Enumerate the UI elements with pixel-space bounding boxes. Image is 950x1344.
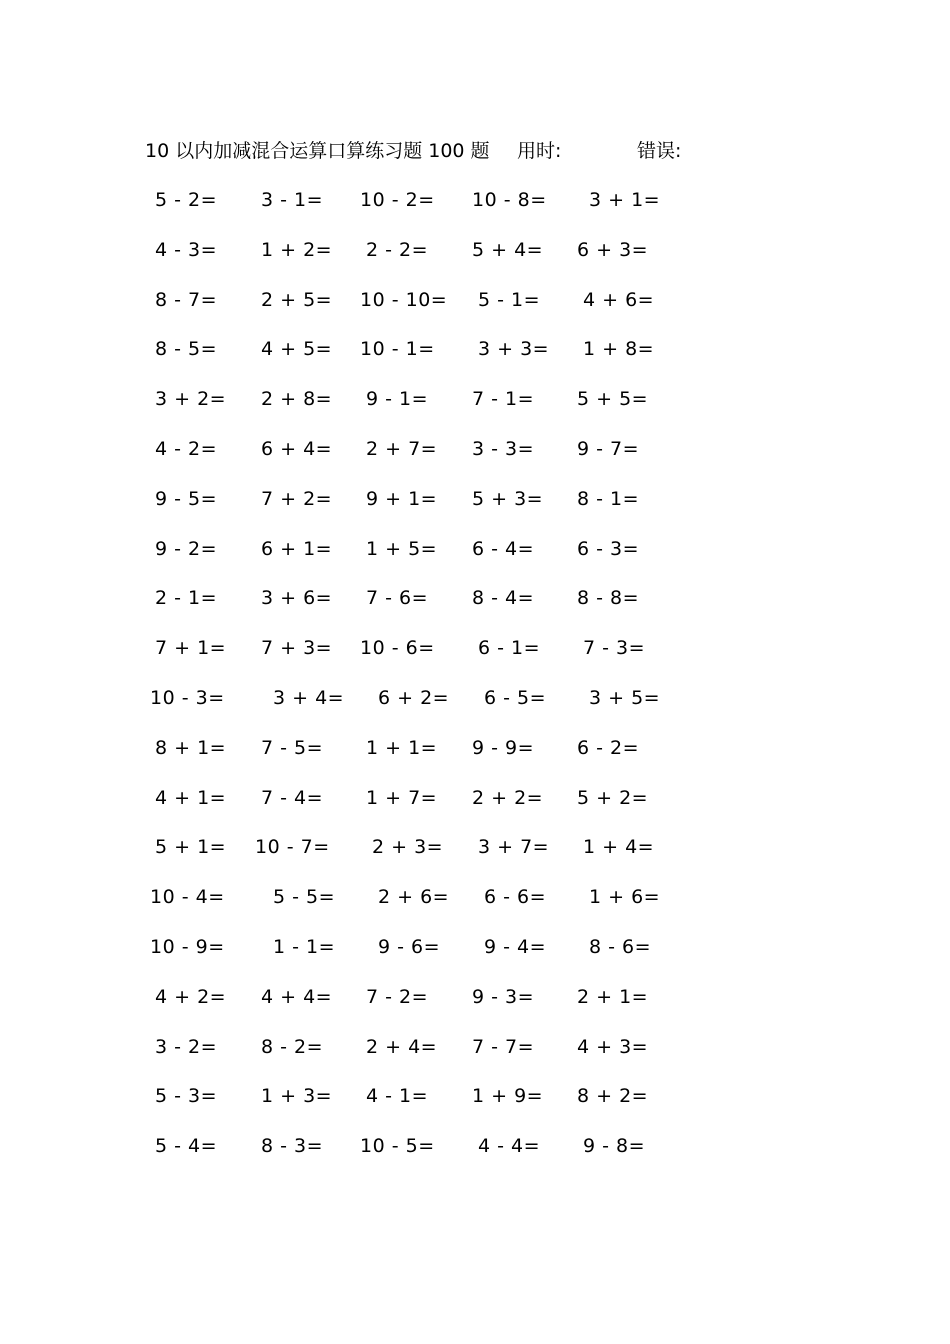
problem-row [0, 583, 950, 633]
math-problem: 3 + 2= [155, 388, 227, 411]
math-problem: 6 + 1= [261, 537, 333, 560]
math-problem: 10 - 1= [360, 338, 435, 361]
math-problem: 2 + 4= [366, 1035, 438, 1058]
math-problem: 4 + 6= [583, 288, 655, 311]
problem-row [0, 633, 950, 683]
math-problem: 4 - 1= [366, 1085, 429, 1108]
math-problem: 9 - 4= [484, 935, 547, 958]
math-problem: 4 + 1= [155, 786, 227, 809]
math-problem: 8 - 3= [261, 1135, 324, 1158]
math-problem: 6 + 2= [378, 686, 450, 709]
math-problem: 3 + 1= [589, 189, 661, 211]
math-problem: 2 + 2= [472, 786, 544, 809]
math-problem: 2 - 1= [155, 587, 218, 610]
math-problem: 6 - 5= [484, 686, 547, 709]
math-problem: 2 - 2= [366, 238, 429, 261]
math-problem: 9 - 6= [378, 935, 441, 958]
math-problem: 1 + 4= [583, 836, 655, 859]
math-problem: 7 - 4= [261, 786, 324, 809]
problem-row [0, 384, 950, 434]
math-problem: 8 + 2= [577, 1085, 649, 1108]
math-problem: 10 - 7= [255, 836, 330, 859]
problem-row [0, 932, 950, 982]
math-problem: 10 - 9= [150, 935, 225, 958]
problem-row [0, 334, 950, 384]
math-problem: 7 - 7= [472, 1035, 535, 1058]
math-problem: 1 + 3= [261, 1085, 333, 1108]
math-problem: 9 - 3= [472, 985, 535, 1008]
problem-row [0, 1032, 950, 1082]
math-problem: 5 + 2= [577, 786, 649, 809]
problem-row [0, 235, 950, 285]
math-problem: 8 - 8= [577, 587, 640, 610]
math-problem: 5 + 3= [472, 487, 544, 510]
math-problem: 1 + 5= [366, 537, 438, 560]
math-problem: 1 + 8= [583, 338, 655, 361]
math-problem: 7 + 3= [261, 637, 333, 660]
math-problem: 3 - 3= [472, 437, 535, 460]
math-problem: 2 + 3= [372, 836, 444, 859]
math-problem: 2 + 8= [261, 388, 333, 411]
math-problem: 8 - 7= [155, 288, 218, 311]
math-problem: 3 + 5= [589, 686, 661, 709]
math-problem: 7 - 6= [366, 587, 429, 610]
math-problem: 3 - 1= [261, 189, 324, 211]
math-problem: 4 - 3= [155, 238, 218, 261]
math-problem: 2 + 5= [261, 288, 333, 311]
math-problem: 9 + 1= [366, 487, 438, 510]
math-problem: 6 - 1= [478, 637, 541, 660]
math-problem: 4 + 5= [261, 338, 333, 361]
problem-row [0, 832, 950, 882]
math-problem: 8 - 5= [155, 338, 218, 361]
math-problem: 7 - 1= [472, 388, 535, 411]
problem-row [0, 733, 950, 783]
math-problem: 8 - 6= [589, 935, 652, 958]
math-problem: 5 - 1= [478, 288, 541, 311]
math-problem: 7 - 2= [366, 985, 429, 1008]
error-label: 错误: [637, 140, 682, 162]
math-problem: 5 + 5= [577, 388, 649, 411]
math-problem: 7 - 5= [261, 736, 324, 759]
math-problem: 4 + 2= [155, 985, 227, 1008]
math-problem: 7 - 3= [583, 637, 646, 660]
math-problem: 8 + 1= [155, 736, 227, 759]
math-problem: 10 - 8= [472, 189, 547, 211]
problem-row [0, 982, 950, 1032]
math-problem: 3 + 4= [273, 686, 345, 709]
problem-row [0, 1131, 950, 1181]
math-problem: 1 + 7= [366, 786, 438, 809]
problem-row [0, 434, 950, 484]
math-problem: 9 - 9= [472, 736, 535, 759]
math-problem: 6 + 4= [261, 437, 333, 460]
math-problem: 9 - 8= [583, 1135, 646, 1158]
problem-row [0, 484, 950, 534]
math-problem: 6 - 4= [472, 537, 535, 560]
math-problem: 1 + 2= [261, 238, 333, 261]
math-problem: 9 - 2= [155, 537, 218, 560]
math-problem: 9 - 5= [155, 487, 218, 510]
math-problem: 5 - 3= [155, 1085, 218, 1108]
problem-row [0, 683, 950, 733]
math-problem: 10 - 2= [360, 189, 435, 211]
math-problem: 5 - 2= [155, 189, 218, 211]
math-problem: 5 + 4= [472, 238, 544, 261]
math-problem: 7 + 2= [261, 487, 333, 510]
math-problem: 2 + 6= [378, 886, 450, 909]
problem-row [0, 285, 950, 335]
math-problem: 4 + 3= [577, 1035, 649, 1058]
math-problem: 3 + 3= [478, 338, 550, 361]
math-problem: 4 - 4= [478, 1135, 541, 1158]
math-problem: 9 - 1= [366, 388, 429, 411]
problem-row [0, 1081, 950, 1131]
problem-row [0, 783, 950, 833]
math-problem: 6 - 3= [577, 537, 640, 560]
math-problem: 1 + 6= [589, 886, 661, 909]
math-problem: 10 - 5= [360, 1135, 435, 1158]
math-problem: 10 - 4= [150, 886, 225, 909]
math-problem: 4 + 4= [261, 985, 333, 1008]
math-problem: 2 + 1= [577, 985, 649, 1008]
math-problem: 1 - 1= [273, 935, 336, 958]
math-problem: 8 - 2= [261, 1035, 324, 1058]
math-problem: 10 - 3= [150, 686, 225, 709]
math-problem: 6 + 3= [577, 238, 649, 261]
math-problem: 3 + 7= [478, 836, 550, 859]
math-problem: 8 - 4= [472, 587, 535, 610]
math-problem: 5 - 4= [155, 1135, 218, 1158]
math-problem: 1 + 9= [472, 1085, 544, 1108]
worksheet-title: 10 以内加减混合运算口算练习题 100 题 [145, 140, 490, 162]
math-problem: 6 - 6= [484, 886, 547, 909]
math-problem: 3 - 2= [155, 1035, 218, 1058]
math-problem: 9 - 7= [577, 437, 640, 460]
math-problem: 3 + 6= [261, 587, 333, 610]
time-label: 用时: [517, 140, 562, 162]
problem-row [0, 882, 950, 932]
math-problem: 8 - 1= [577, 487, 640, 510]
math-problem: 2 + 7= [366, 437, 438, 460]
problem-row [0, 534, 950, 584]
problem-grid [0, 185, 950, 1181]
math-problem: 10 - 6= [360, 637, 435, 660]
math-problem: 7 + 1= [155, 637, 227, 660]
problem-row [0, 185, 950, 235]
math-problem: 6 - 2= [577, 736, 640, 759]
math-problem: 10 - 10= [360, 288, 448, 311]
math-problem: 4 - 2= [155, 437, 218, 460]
math-problem: 5 - 5= [273, 886, 336, 909]
math-problem: 1 + 1= [366, 736, 438, 759]
math-problem: 5 + 1= [155, 836, 227, 859]
